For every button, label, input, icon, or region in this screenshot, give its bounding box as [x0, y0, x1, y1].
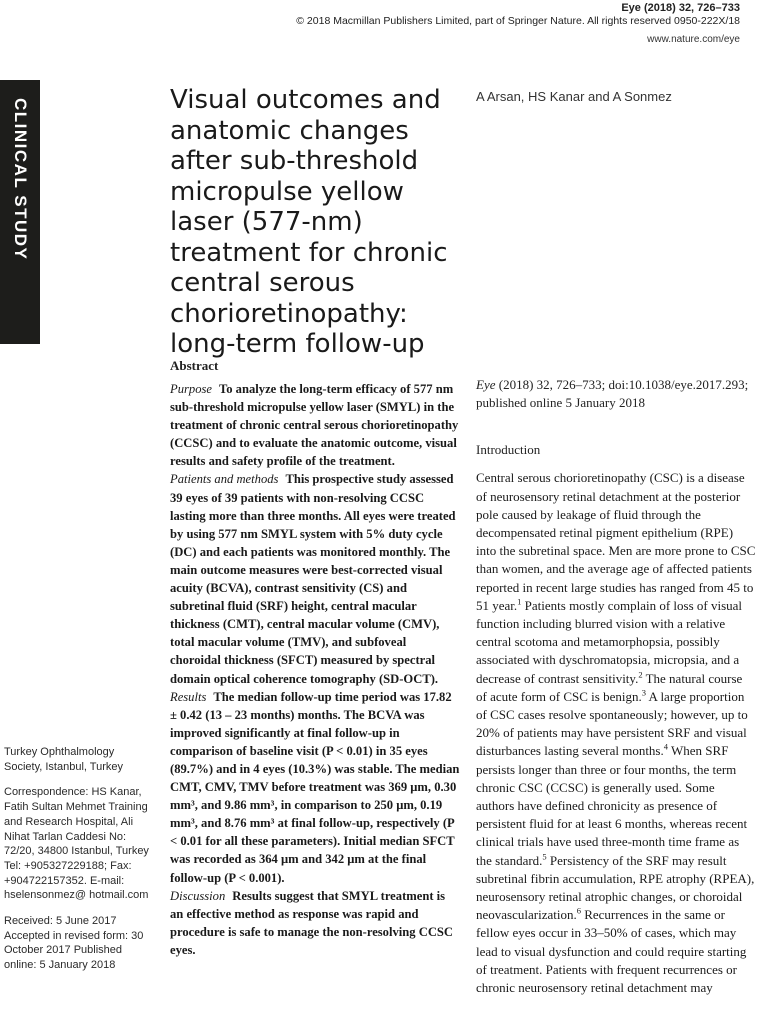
- citation-text: (2018) 32, 726–733; doi:10.1038/eye.2017.293; published online 5 January 2018: [476, 377, 749, 411]
- abstract-methods: [170, 470, 460, 687]
- intro-sentence: The natural course of acute form of CSC is benign.: [476, 670, 743, 704]
- ref-4[interactable]: 4: [663, 742, 668, 753]
- introduction-heading: Introduction: [476, 442, 541, 458]
- copyright-line: © 2018 Macmillan Publishers Limited, part of Springer Nature. All rights reserved 0950-222X/18: [296, 15, 740, 27]
- section-tab-label: CLINICAL STUDY: [11, 98, 30, 261]
- purpose-text: To analyze the long-term efficacy of 577 nm sub-threshold micropulse yellow laser (SMYL) in the treatment of chronic central serous chorioretinopathy (CCSC) and to evaluate the anatomic outcome, visual results and safety profile of the treatment.: [170, 382, 459, 469]
- intro-sentence: Central serous chorioretinopathy (CSC) is a disease of neurosensory retinal detachment at the posterior pole caused by leakage of fluid through the decompensated retinal pigment epithelium (RPE) into the subretinal space. Men are more prone to CSC than women, and the average age of affected patients reported in recent large studies has ranged from 45 to 51 year.: [476, 470, 756, 613]
- abstract-heading: Abstract: [170, 358, 219, 373]
- results-text: The median follow-up time period was 17.82 ± 0.42 (13 – 23 months) months. The BCVA was improved significantly at final follow-up in comparison of baseline visit (P < 0.01) in 35 eyes (89.7%) and in 4 eyes (10.3%) was stable. The median CMT, CMV, TMV before treatment was 369 μm, 0.30 mm³, and 9.86 mm³, in comparison to 250 μm, 0.19 mm³, and 8.76 mm³ at final follow-up, respectively (P < 0.01 for all these parameters). Initial median SFCT was recorded as 364 μm and 342 μm at the final follow-up (P < 0.001).: [170, 689, 460, 885]
- abstract-section: [170, 358, 460, 959]
- purpose-label: Purpose: [170, 382, 212, 396]
- citation: [476, 376, 756, 412]
- citation-journal: Eye: [476, 377, 496, 392]
- journal-reference: Eye (2018) 32, 726–733: [621, 2, 740, 14]
- affiliation-block: [4, 745, 154, 984]
- ref-5[interactable]: 5: [542, 851, 547, 862]
- intro-sentence: Patients mostly complain of loss of visual function including blurred vision with a relative central scotoma and metamorphopsia, possibly associated with dyschromatopsia, micropsia, and a decrease of contrast sensitivity.: [476, 597, 743, 686]
- abstract-discussion: [170, 887, 460, 959]
- abstract-purpose: [170, 380, 460, 470]
- journal-url[interactable]: www.nature.com/eye: [647, 34, 740, 45]
- main-text-column: [476, 376, 756, 997]
- methods-text: This prospective study assessed 39 eyes of 39 patients with non-resolving CCSC lasting more than three months. All eyes were treated by using 577 nm SMYL system with 5% duty cycle (DC) and each patients was monitored monthly. The main outcome measures were best-corrected visual acuity (BCVA), contrast sensitivity (CS) and subretinal fluid (SRF) height, central macular thickness (CMT), central macular volume (CMV), total macular volume (TMV), and subfoveal choroidal thickness (SFCT) measured by spectral domain optical coherence tomography (SD-OCT).: [170, 472, 456, 686]
- ref-2[interactable]: 2: [638, 669, 643, 680]
- results-label: Results: [170, 689, 207, 704]
- ref-6[interactable]: 6: [576, 905, 581, 916]
- article-dates: Received: 5 June 2017 Accepted in revised form: 30 October 2017 Published online: 5 January 2018: [4, 915, 144, 972]
- discussion-label: Discussion: [170, 888, 226, 903]
- correspondence: Correspondence: HS Kanar, Fatih Sultan Mehmet Training and Research Hospital, Ali Nihat Tarlan Caddesi No: 72/20, 34800 Istanbul, Turkey Tel: +905327229188; Fax: +904722157352. E-mail: hselensonmez@ hotmail.com: [4, 786, 149, 902]
- intro-sentence: Recurrences in the same or fellow eyes occur in 33–50% of cases, which may lead to visual dysfunction and could require starting of treatment. Patients with frequent recurrences or chronic neurosensory retinal detachment may: [476, 907, 747, 996]
- intro-sentence: When SRF persists longer than three or four months, the term chronic CSC (CCSC) is generally used. Some authors have defined chronicity as presence of persistent fluid for at least 6 months, whereas recent clinical trials have used three-month time frame as the standard.: [476, 743, 748, 868]
- author-list: A Arsan, HS Kanar and A Sonmez: [476, 89, 672, 104]
- article-title: Visual outcomes and anatomic changes after sub-threshold micropulse yellow laser (577-nm) treatment for chronic central serous chorioretinopathy: long-term follow-up: [170, 85, 448, 359]
- institution: Turkey Ophthalmology Society, Istanbul, Turkey: [4, 746, 124, 773]
- abstract-results: [170, 688, 460, 887]
- ref-3[interactable]: 3: [641, 687, 646, 698]
- ref-1[interactable]: 1: [517, 596, 522, 607]
- introduction-text: [476, 469, 756, 997]
- intro-sentence: A large proportion of CSC cases resolve spontaneously; however, up to 20% of patients may have persistent SRF and visual disturbances lasting several months.: [476, 688, 748, 759]
- discussion-text: Results suggest that SMYL treatment is an effective method as response was rapid and procedure is safe to manage the non-resolving CCSC eyes.: [170, 888, 454, 957]
- intro-sentence: Persistency of the SRF may result subretinal fibrin accumulation, RPE atrophy (RPEA), neurosensory retinal atrophic changes, or choroidal neovascularization.: [476, 852, 755, 923]
- section-tab: [0, 80, 40, 344]
- methods-label: Patients and methods: [170, 472, 279, 487]
